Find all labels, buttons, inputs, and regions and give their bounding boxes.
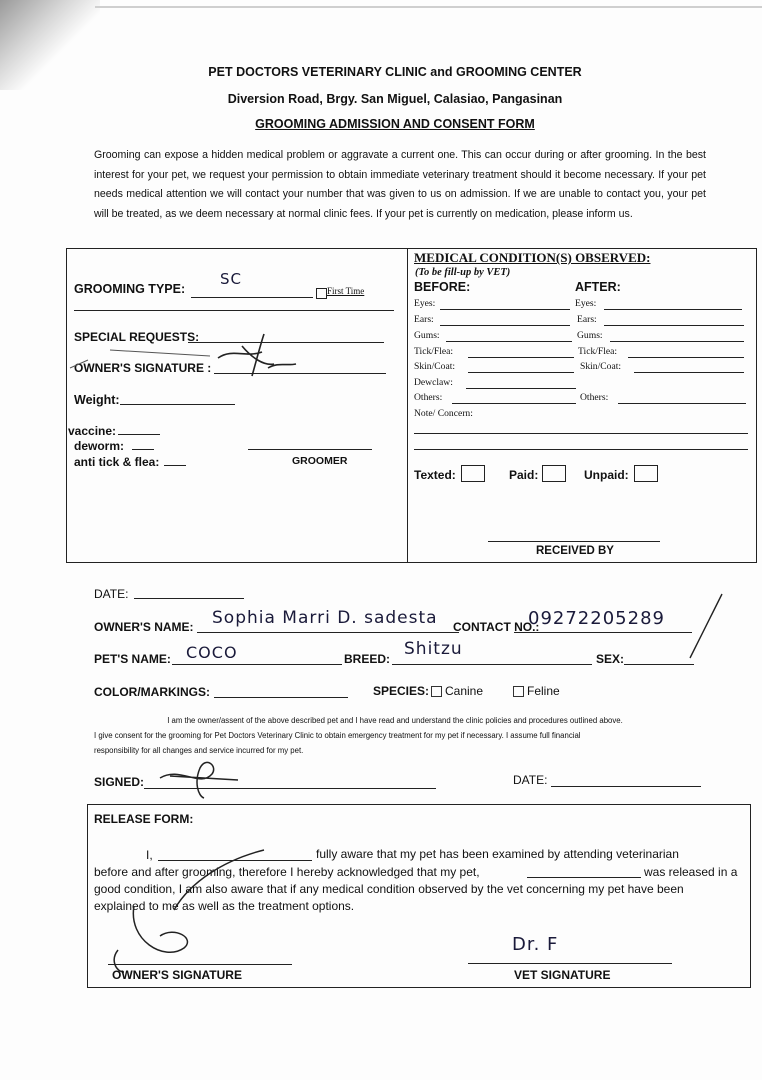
owner-name-label: OWNER'S NAME: xyxy=(94,620,194,634)
color-markings-label: COLOR/MARKINGS: xyxy=(94,685,210,699)
release-owner-sig-line[interactable] xyxy=(108,964,292,965)
pet-name-value: COCO xyxy=(186,643,238,662)
before-tick-field[interactable] xyxy=(468,357,574,358)
vaccine-field[interactable] xyxy=(118,434,160,435)
after-label: AFTER: xyxy=(575,280,621,294)
release-owner-scribble xyxy=(104,850,304,980)
release-text-3: good condition, I am also aware that if any medical condition observed by the vet concerning my pet have been xyxy=(94,882,684,896)
after-ears-field[interactable] xyxy=(604,325,744,326)
owner-name-field[interactable] xyxy=(197,632,459,633)
release-pet-field[interactable] xyxy=(527,877,641,878)
before-others-field[interactable] xyxy=(452,403,576,404)
after-tick-field[interactable] xyxy=(628,357,744,358)
weight-field[interactable] xyxy=(120,404,235,405)
contact-label: CONTACT NO.: xyxy=(453,620,540,634)
before-dewclaw-field[interactable] xyxy=(466,388,576,389)
species-feline-option[interactable] xyxy=(513,684,560,698)
before-gums-label: Gums: xyxy=(414,330,440,341)
consent-line-3: responsibility for all changes and service incurred for my pet. xyxy=(94,746,304,755)
contact-field[interactable] xyxy=(514,632,692,633)
after-skin-field[interactable] xyxy=(634,372,744,373)
note-line-2[interactable] xyxy=(414,449,748,450)
release-text-4: explained to me as well as the treatment options. xyxy=(94,899,355,913)
species-label: SPECIES: xyxy=(373,684,430,698)
grooming-type-label: GROOMING TYPE: xyxy=(74,282,186,296)
after-others-field[interactable] xyxy=(618,403,746,404)
vet-signature-value: Dr. F xyxy=(512,934,559,955)
before-eyes-label: Eyes: xyxy=(414,298,436,309)
signed-scribble xyxy=(140,748,250,803)
clinic-name: PET DOCTORS VETERINARY CLINIC and GROOMING CENTER xyxy=(208,65,582,79)
release-text-1: fully aware that my pet has been examined by attending veterinarian xyxy=(316,847,679,861)
medical-subtitle: (To be fill-up by VET) xyxy=(415,267,511,278)
special-requests-label: SPECIAL REQUESTS: xyxy=(74,330,200,344)
groomer-signature-line[interactable] xyxy=(248,449,372,450)
groomer-label: GROOMER xyxy=(292,455,348,467)
canine-label: Canine xyxy=(445,684,484,698)
scan-top-border xyxy=(95,6,762,8)
texted-checkbox[interactable] xyxy=(461,465,485,483)
date-label: DATE: xyxy=(94,587,129,601)
sex-field[interactable] xyxy=(624,664,694,665)
vet-sig-line[interactable] xyxy=(468,963,672,964)
vaccine-label: vaccine: xyxy=(68,424,117,438)
after-eyes-field[interactable] xyxy=(604,309,742,310)
first-time-label: First Time xyxy=(327,286,365,296)
strike-mark xyxy=(70,340,230,372)
date-field[interactable] xyxy=(134,598,244,599)
anti-tick-field[interactable] xyxy=(164,465,186,466)
contact-value: 09272205289 xyxy=(528,608,665,629)
pet-name-label: PET'S NAME: xyxy=(94,652,171,666)
sex-label: SEX: xyxy=(596,652,625,666)
before-gums-field[interactable] xyxy=(446,341,572,342)
before-dewclaw-label: Dewclaw: xyxy=(414,377,453,388)
pet-name-field[interactable] xyxy=(172,664,342,665)
contact-slash-mark xyxy=(686,592,726,662)
grooming-type-value: SC xyxy=(220,270,242,288)
deworm-label: deworm: xyxy=(74,439,125,453)
color-markings-field[interactable] xyxy=(214,697,348,698)
form-title: GROOMING ADMISSION AND CONSENT FORM xyxy=(255,117,535,131)
after-gums-field[interactable] xyxy=(610,341,744,342)
feline-label: Feline xyxy=(527,684,560,698)
before-ears-field[interactable] xyxy=(440,325,570,326)
consent-date-label: DATE: xyxy=(513,773,548,787)
release-text-2a: before and after grooming, therefore I hereby acknowledged that my pet, xyxy=(94,865,480,879)
before-skin-field[interactable] xyxy=(468,372,574,373)
deworm-field[interactable] xyxy=(132,449,154,450)
after-tick-label: Tick/Flea: xyxy=(578,346,618,357)
received-by-line[interactable] xyxy=(488,541,660,542)
grooming-type-field[interactable] xyxy=(191,297,313,298)
received-by-label: RECEIVED BY xyxy=(536,545,614,557)
unpaid-label: Unpaid: xyxy=(584,468,629,482)
feline-checkbox[interactable] xyxy=(513,686,524,697)
breed-value: Shitzu xyxy=(404,639,463,659)
clinic-address: Diversion Road, Brgy. San Miguel, Calasiao, Pangasinan xyxy=(227,92,563,106)
after-gums-label: Gums: xyxy=(577,330,603,341)
medical-title: MEDICAL CONDITION(S) OBSERVED: xyxy=(414,250,651,265)
after-eyes-label: Eyes: xyxy=(575,298,597,309)
intro-paragraph: Grooming can expose a hidden medical problem or aggravate a current one. This can occur during or after grooming. In the best interest for your pet, we request your permission to obtain immediate veterinary treatment should it become necessary. If your pet needs medical attention we will contact your number that was given to us on admission. If we are unable to contact you, your pet will be treated, as we deem necessary at normal clinic fees. If your pet is currently on medication, please inform us. xyxy=(94,149,706,220)
note-line-1[interactable] xyxy=(414,433,748,434)
before-tick-label: Tick/Flea: xyxy=(414,346,454,357)
texted-label: Texted: xyxy=(414,468,456,482)
before-label: BEFORE: xyxy=(414,280,471,294)
after-ears-label: Ears: xyxy=(577,314,597,325)
anti-tick-label: anti tick & flea: xyxy=(74,455,160,469)
unpaid-checkbox[interactable] xyxy=(634,465,658,483)
release-i: I, xyxy=(146,848,153,862)
consent-line-2: I give consent for the grooming for Pet Doctors Veterinary Clinic to obtain emergency treatment for my pet if necessary. I assume full financial xyxy=(94,731,581,740)
owner-signature-label: OWNER'S SIGNATURE : xyxy=(74,361,212,375)
before-others-label: Others: xyxy=(414,392,443,403)
paid-label: Paid: xyxy=(509,468,539,482)
release-title: RELEASE FORM: xyxy=(94,812,194,826)
before-eyes-field[interactable] xyxy=(440,309,570,310)
first-time-checkbox[interactable] xyxy=(316,285,327,303)
before-ears-label: Ears: xyxy=(414,314,434,325)
consent-line-1: I am the owner/assent of the above described pet and I have read and understand the clinic policies and procedures outlined above. xyxy=(167,716,623,725)
species-canine-option[interactable] xyxy=(431,684,483,698)
breed-field[interactable] xyxy=(392,664,592,665)
before-skin-label: Skin/Coat: xyxy=(414,361,456,372)
weight-label: Weight: xyxy=(74,393,120,407)
vet-sig-label: VET SIGNATURE xyxy=(514,968,611,982)
after-others-label: Others: xyxy=(580,392,609,403)
consent-date-field[interactable] xyxy=(551,786,701,787)
medical-box xyxy=(407,248,757,563)
release-text-2b: was released in a xyxy=(644,865,738,879)
after-skin-label: Skin/Coat: xyxy=(580,361,622,372)
grooming-type-line2[interactable] xyxy=(74,310,394,311)
release-owner-sig-label: OWNER'S SIGNATURE xyxy=(112,968,242,982)
note-concern-label: Note/ Concern: xyxy=(414,408,473,419)
breed-label: BREED: xyxy=(344,652,391,666)
canine-checkbox[interactable] xyxy=(431,686,442,697)
owner-name-value: Sophia Marri D. sadesta xyxy=(212,608,438,628)
paid-checkbox[interactable] xyxy=(542,465,566,483)
signed-label: SIGNED: xyxy=(94,775,145,789)
